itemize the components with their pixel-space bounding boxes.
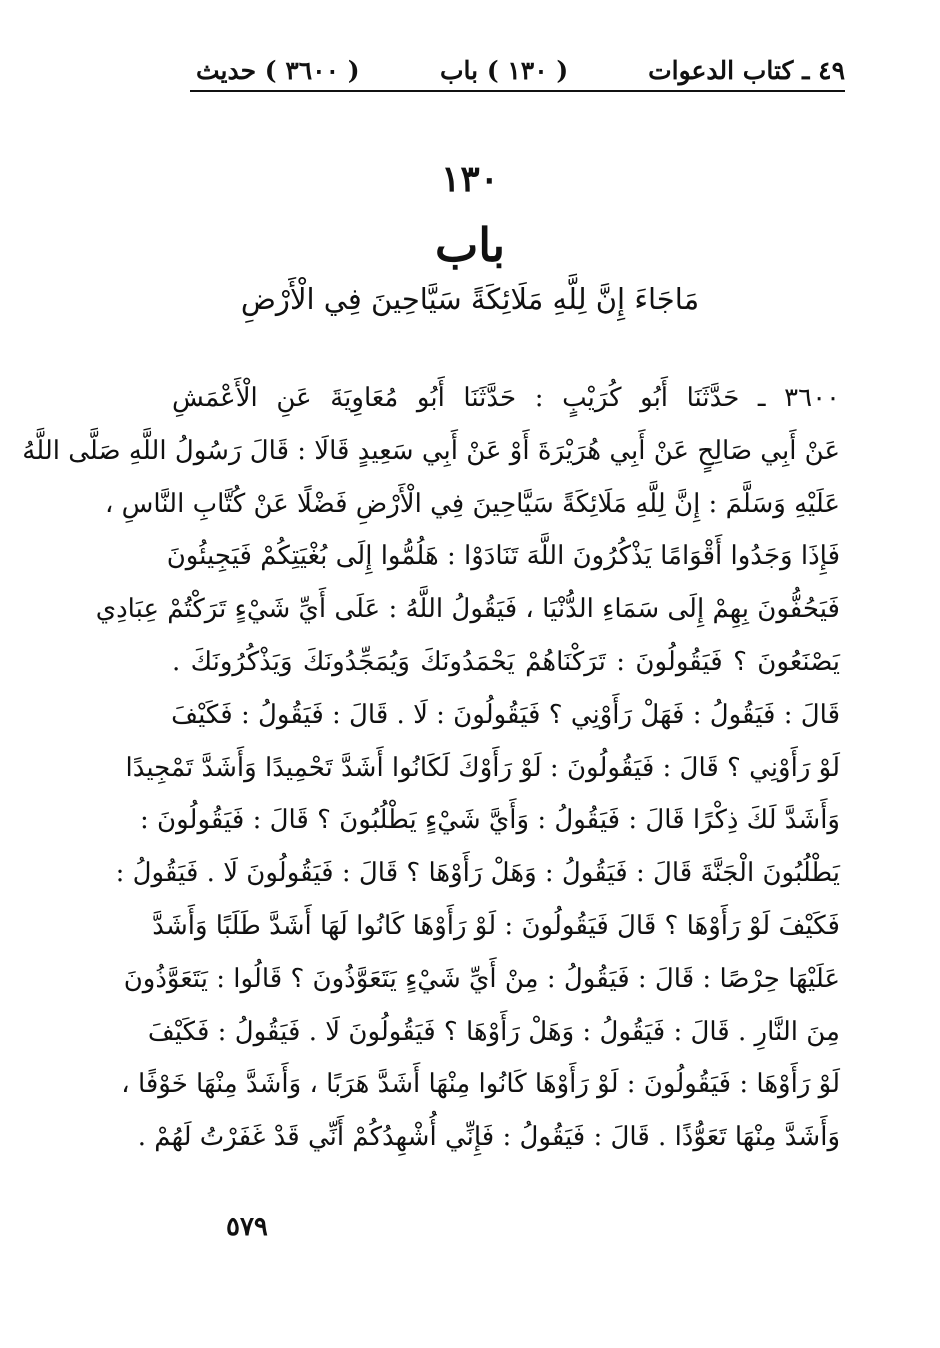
hadith-line: يَطْلُبُونَ الْجَنَّةَ قَالَ : فَيَقُولُ : وَهَلْ رَأَوْهَا ؟ قَالَ : فَيَقُولُونَ لَا . فَيَقُولُ :	[115, 858, 840, 889]
hadith-text	[22, 372, 840, 1164]
hadith-line: عَنْ أَبِي صَالِحٍ عَنْ أَبِي هُرَيْرَةَ أَوْ عَنْ أَبِي سَعِيدٍ قَالَا : قَالَ رَسُولُ اللَّهِ صَلَّى اللَّهُ	[22, 435, 840, 466]
page-number: ٥٧٩	[226, 1212, 268, 1242]
hadith-line: يَصْنَعُونَ ؟ فَيَقُولُونَ : تَرَكْنَاهُمْ يَحْمَدُونَكَ وَيُمَجِّدُونَكَ وَيَذْكُرُونَكَ .	[172, 646, 840, 677]
hadith-line: فَيَحُفُّونَ بِهِمْ إِلَى سَمَاءِ الدُّنْيَا ، فَيَقُولُ اللَّهُ : عَلَى أَيِّ شَيْءٍ تَرَكْتُمْ عِبَادِي	[95, 594, 840, 625]
header-chapter-number: ( ١٣٠ ) باب	[440, 56, 569, 85]
hadith-line: لَوْ رَأَوْنِي ؟ قَالَ : فَيَقُولُونَ : لَوْ رَأَوْكَ لَكَانُوا أَشَدَّ تَحْمِيدًا وَأَشَدَّ تَمْجِيدًا	[125, 752, 840, 783]
hadith-line: لَوْ رَأَوْهَا : فَيَقُولُونَ : لَوْ رَأَوْهَا كَانُوا مِنْهَا أَشَدَّ هَرَبًا ، وَأَشَدَّ مِنْهَا خَوْفًا ،	[121, 1069, 840, 1100]
chapter-label: باب	[434, 218, 506, 272]
hadith-line: وَأَشَدَّ مِنْهَا تَعَوُّذًا . قَالَ : فَيَقُولُ : فَإِنِّي أُشْهِدُكُمْ أَنِّي قَدْ غَفَرْتُ لَهُمْ .	[137, 1122, 840, 1153]
chapter-number: ١٣٠	[440, 158, 499, 200]
hadith-line: فَإِذَا وَجَدُوا أَقْوَامًا يَذْكُرُونَ اللَّهَ تَنَادَوْا : هَلُمُّوا إِلَى بُغْيَتِكُمْ فَيَجِيئُونَ	[166, 541, 840, 572]
hadith-line: مِنَ النَّارِ . قَالَ : فَيَقُولُ : وَهَلْ رَأَوْهَا ؟ فَيَقُولُونَ لَا . فَيَقُولُ : فَكَيْفَ	[147, 1016, 840, 1047]
hadith-line: ٣٦٠٠ ـ حَدَّثَنَا أَبُو كُرَيْبٍ : حَدَّثَنَا أَبُو مُعَاوِيَةَ عَنِ الْأَعْمَشِ	[172, 383, 840, 413]
hadith-line: عَلَيْهَا حِرْصًا : قَالَ : فَيَقُولُ : مِنْ أَيِّ شَيْءٍ يَتَعَوَّذُونَ ؟ قَالُوا : يَتَعَوَّذُونَ	[123, 963, 840, 994]
header-divider	[190, 90, 845, 92]
running-header	[190, 52, 845, 92]
header-book-title: ٤٩ ـ كتاب الدعوات	[648, 56, 845, 85]
hadith-line: عَلَيْهِ وَسَلَّمَ : إِنَّ لِلَّهِ مَلَائِكَةً سَيَّاحِينَ فِي الْأَرْضِ فَضْلًا عَنْ كُتَّابِ النَّاسِ ،	[105, 488, 840, 519]
header-hadith-number: ( ٣٦٠٠ ) حديث	[196, 56, 360, 85]
hadith-line: وَأَشَدَّ لَكَ ذِكْرًا قَالَ : فَيَقُولُ : وَأَيَّ شَيْءٍ يَطْلُبُونَ ؟ قَالَ : فَيَقُولُونَ :	[139, 805, 840, 836]
hadith-line: قَالَ : فَيَقُولُ : فَهَلْ رَأَوْنِي ؟ فَيَقُولُونَ : لَا . قَالَ : فَيَقُولُ : فَكَيْفَ	[171, 699, 840, 730]
chapter-title: مَاجَاءَ إِنَّ لِلَّهِ مَلَائِكَةً سَيَّاحِينَ فِي الْأَرْضِ	[240, 282, 700, 316]
hadith-line: فَكَيْفَ لَوْ رَأَوْهَا ؟ قَالَ فَيَقُولُونَ : لَوْ رَأَوْهَا كَانُوا لَهَا أَشَدَّ طَلَبًا وَأَشَدَّ	[152, 910, 840, 941]
